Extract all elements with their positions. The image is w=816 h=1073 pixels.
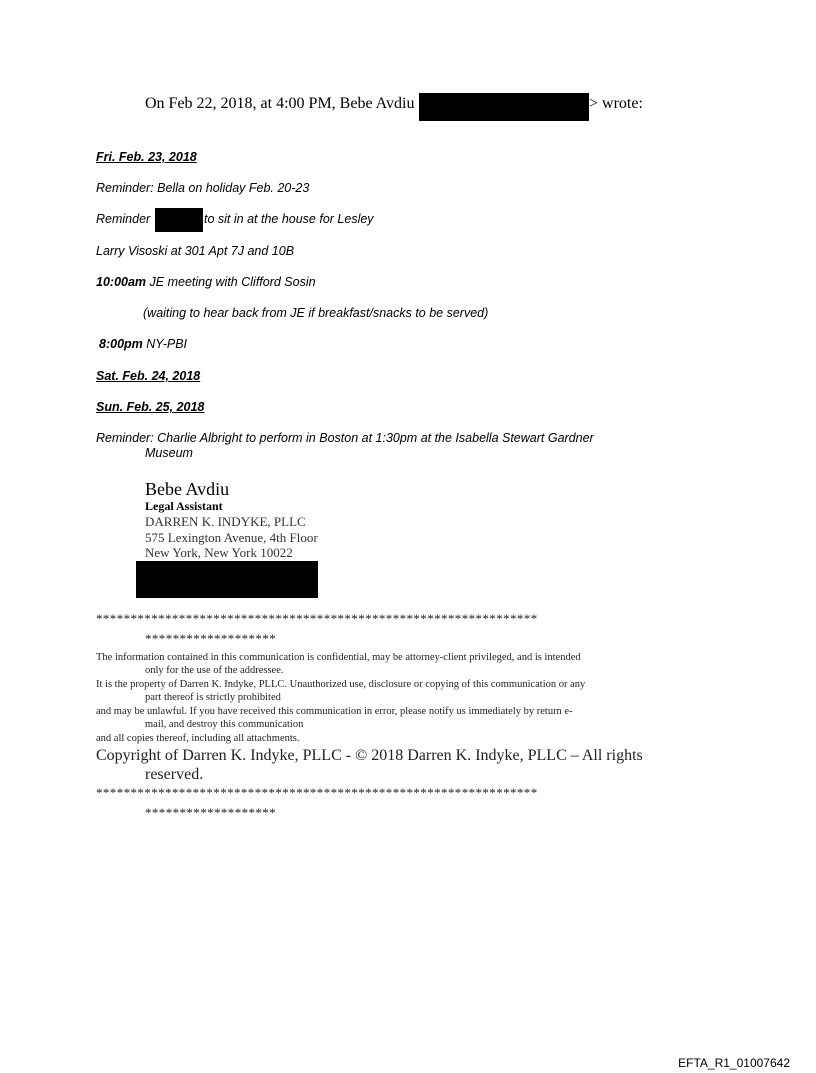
flight-line xyxy=(99,337,187,351)
stars-divider-bottom-short: ******************* xyxy=(145,805,277,820)
reminder-charlie-line1: Reminder: Charlie Albright to perform in Boston at 1:30pm at the Isabella Stewart Gardner xyxy=(96,431,594,445)
disclaimer-line1: The information contained in this communication is confidential, may be attorney-client privileged, and is intended xyxy=(96,652,581,663)
sun-date: Sun. Feb. 25, 2018 xyxy=(96,400,205,414)
disclaimer-line1b: only for the use of the addressee. xyxy=(145,665,284,676)
email-header xyxy=(145,95,414,113)
meeting-text: JE meeting with Clifford Sosin xyxy=(149,275,316,289)
sat-date: Sat. Feb. 24, 2018 xyxy=(96,369,201,383)
disclaimer-line3b: mail, and destroy this communication xyxy=(145,719,304,730)
redaction-block xyxy=(419,93,589,121)
document-id: EFTA_R1_01007642 xyxy=(678,1056,790,1070)
stars-divider-bottom: **************************************************************** xyxy=(96,785,538,800)
reminder-bella: Reminder: Bella on holiday Feb. 20-23 xyxy=(96,181,310,195)
disclaimer-line4: and all copies thereof, including all attachments. xyxy=(96,733,300,744)
flight-time: 8:00pm xyxy=(99,337,143,351)
reminder-charlie-line2: Museum xyxy=(145,446,193,460)
email-header-suffix: > wrote: xyxy=(589,95,643,112)
redaction-block xyxy=(155,208,203,232)
signature-address2: New York, New York 10022 xyxy=(145,545,293,560)
flight-text: NY-PBI xyxy=(146,337,188,351)
disclaimer-line3: and may be unlawful. If you have received this communication in error, please notify us immediately by return e- xyxy=(96,706,573,717)
signature-name: Bebe Avdiu xyxy=(145,479,230,499)
copyright-line1: Copyright of Darren K. Indyke, PLLC - © 2018 Darren K. Indyke, PLLC – All rights xyxy=(96,747,643,764)
signature-firm: DARREN K. INDYKE, PLLC xyxy=(145,514,306,529)
copyright-line2: reserved. xyxy=(145,766,204,783)
larry-line: Larry Visoski at 301 Apt 7J and 10B xyxy=(96,244,295,258)
redaction-block xyxy=(136,561,318,598)
fri-date: Fri. Feb. 23, 2018 xyxy=(96,150,197,164)
reminder-house-start: Reminder xyxy=(96,212,151,226)
signature-title: Legal Assistant xyxy=(145,499,223,513)
stars-divider-top-short: ******************* xyxy=(145,631,277,646)
signature-address1: 575 Lexington Avenue, 4th Floor xyxy=(145,530,318,545)
disclaimer-line2: It is the property of Darren K. Indyke, PLLC. Unauthorized use, disclosure or copying of this communication or any xyxy=(96,679,586,690)
reminder-house-end: to sit in at the house for Lesley xyxy=(204,212,374,226)
meeting-note: (waiting to hear back from JE if breakfast/snacks to be served) xyxy=(143,306,489,320)
stars-divider-top: **************************************************************** xyxy=(96,611,538,626)
disclaimer-line2b: part thereof is strictly prohibited xyxy=(145,692,281,703)
email-header-prefix: On Feb 22, 2018, at 4:00 PM, Bebe Avdiu xyxy=(145,95,415,112)
meeting-time: 10:00am xyxy=(96,275,147,289)
meeting-line xyxy=(96,275,316,289)
